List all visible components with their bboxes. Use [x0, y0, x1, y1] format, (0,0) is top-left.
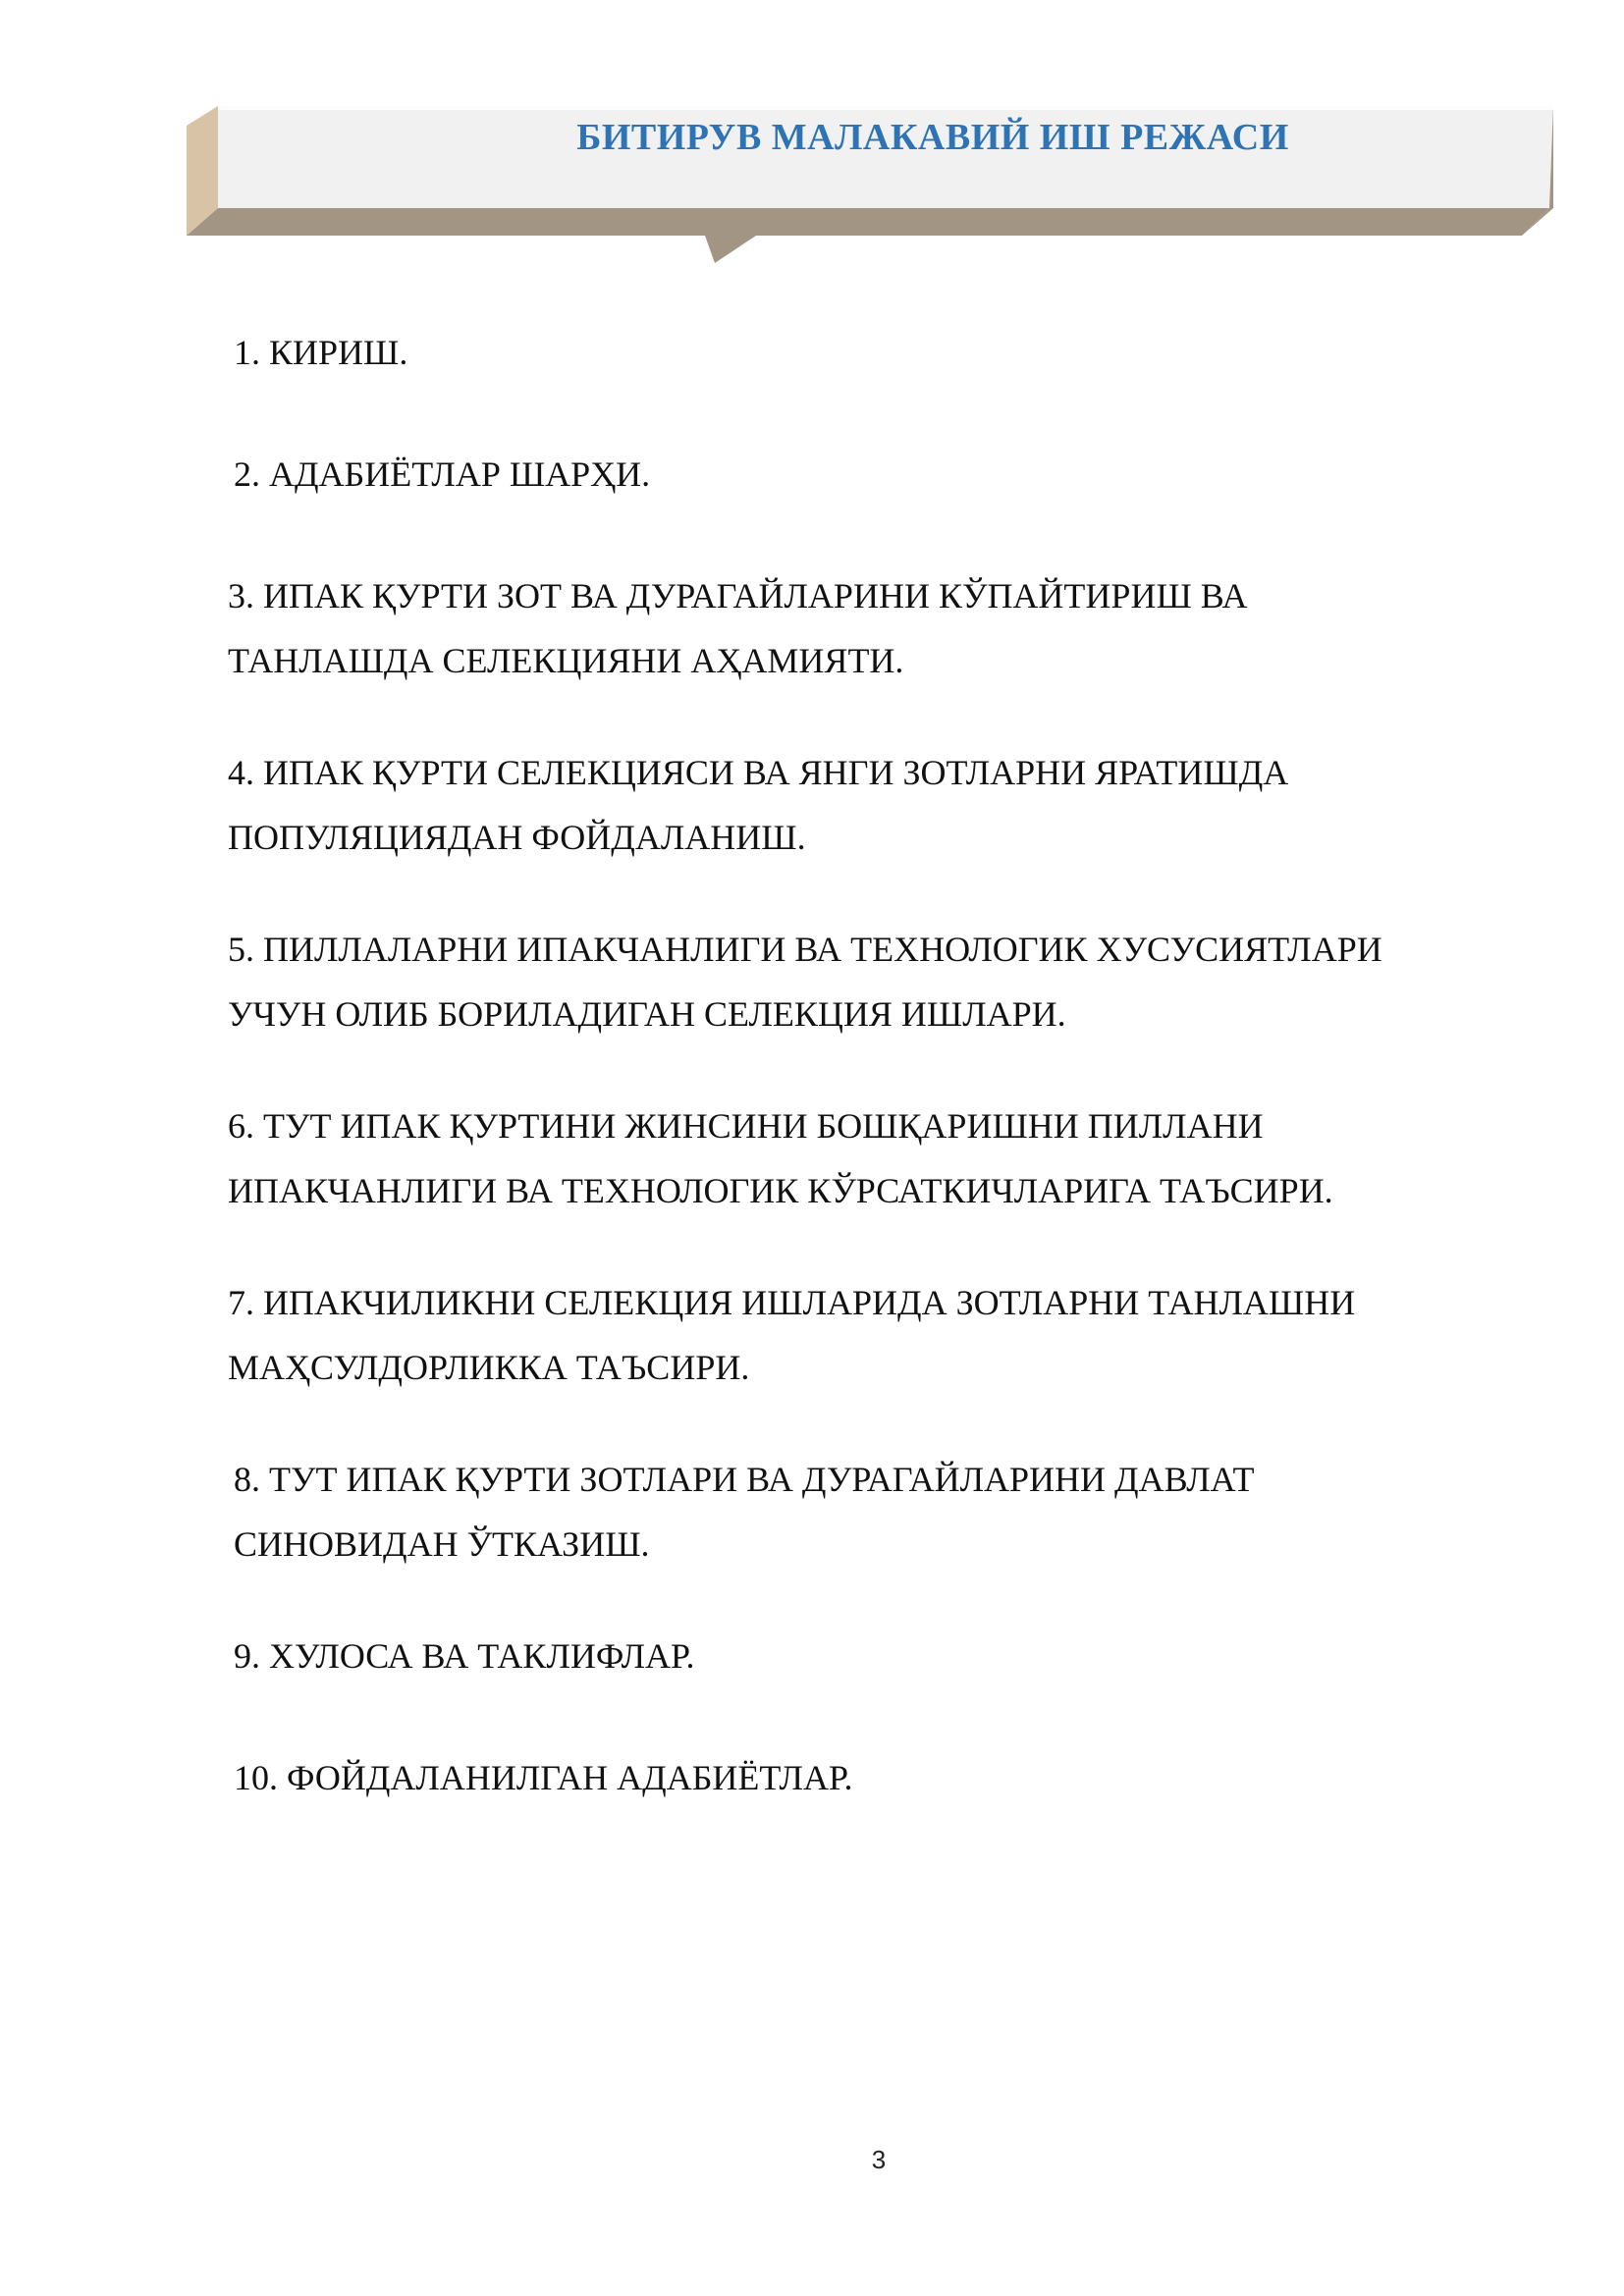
- plan-item-4-line-2: ПОПУЛЯЦИЯДАН ФОЙДАЛАНИШ.: [228, 818, 806, 857]
- plan-item-8-line-2: СИНОВИДАН ЎТКАЗИШ.: [234, 1524, 650, 1564]
- plan-item-2: 2. АДАБИЁТЛАР ШАРҲИ.: [234, 454, 651, 494]
- plan-item-6-line-1: 6. ТУТ ИПАК ҚУРТИНИ ЖИНСИНИ БОШҚАРИШНИ ПИЛЛАНИ: [228, 1106, 1264, 1146]
- plan-item-3-line-2: ТАНЛАШДА СЕЛЕКЦИЯНИ АҲАМИЯТИ.: [228, 641, 904, 680]
- page-number: 3: [871, 2145, 887, 2174]
- plan-item-4-line-1: 4. ИПАК ҚУРТИ СЕЛЕКЦИЯСИ ВА ЯНГИ ЗОТЛАРНИ ЯРАТИШДА: [228, 753, 1289, 792]
- plan-item-10: 10. ФОЙДАЛАНИЛГАН АДАБИЁТЛАР.: [234, 1758, 853, 1797]
- document-title: БИТИРУВ МАЛАКАВИЙ ИШ РЕЖАСИ: [576, 117, 1289, 158]
- plan-item-5-line-1: 5. ПИЛЛАЛАРНИ ИПАКЧАНЛИГИ ВА ТЕХНОЛОГИК ХУСУСИЯТЛАРИ: [228, 930, 1382, 969]
- plan-item-5-line-2: УЧУН ОЛИБ БОРИЛАДИГАН СЕЛЕКЦИЯ ИШЛАРИ.: [228, 994, 1066, 1034]
- plan-item-9: 9. ХУЛОСА ВА ТАКЛИФЛАР.: [234, 1636, 695, 1676]
- plan-item-7-line-1: 7. ИПАКЧИЛИКНИ СЕЛЕКЦИЯ ИШЛАРИДА ЗОТЛАРНИ ТАНЛАШНИ: [228, 1283, 1356, 1322]
- plan-item-1: 1. КИРИШ.: [234, 333, 408, 372]
- plan-item-7-line-2: МАҲСУЛДОРЛИККА ТАЪСИРИ.: [228, 1348, 750, 1387]
- plan-item-6-line-2: ИПАКЧАНЛИГИ ВА ТЕХНОЛОГИК КЎРСАТКИЧЛАРИГА ТАЪСИРИ.: [228, 1171, 1333, 1210]
- plan-item-3-line-1: 3. ИПАК ҚУРТИ ЗОТ ВА ДУРАГАЙЛАРИНИ КЎПАЙТИРИШ ВА: [228, 576, 1248, 615]
- plan-item-8-line-1: 8. ТУТ ИПАК ҚУРТИ ЗОТЛАРИ ВА ДУРАГАЙЛАРИНИ ДАВЛАТ: [234, 1460, 1255, 1499]
